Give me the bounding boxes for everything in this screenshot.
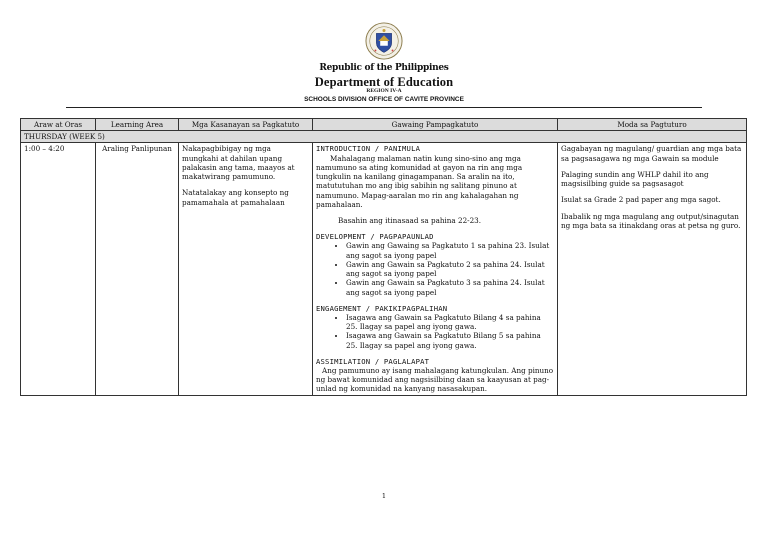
- area-cell: [96, 143, 179, 395]
- competency-cell: [179, 143, 313, 395]
- dev-title: DEVELOPMENT / PAGPAPAUNLAD: [316, 232, 434, 242]
- time-cell: [21, 143, 96, 395]
- department-heading: Department of Education: [314, 75, 454, 89]
- day-row: [21, 131, 747, 143]
- assim-title: ASSIMILATION / PAGLALAPAT: [316, 356, 430, 366]
- list-item: • Gawin ang Gawain sa Pagkatuto 3 sa pahina 24. Isulat ang sagot sa iyong papel: [346, 278, 554, 296]
- weekly-plan-table: [20, 118, 747, 396]
- list-item: • Gawin ang Gawaing sa Pagkatuto 1 sa pahina 23. Isulat ang sagot sa iyong papel: [346, 241, 554, 259]
- list-item: • Isagawa ang Gawain sa Pagkatuto Bilang 4 sa pahina 25. Ilagay sa papel ang iyong gawa.: [346, 313, 554, 331]
- region-heading: REGION IV-A: [366, 88, 402, 94]
- area-value: Araling Panlipunan: [102, 144, 172, 154]
- intro-title: INTRODUCTION / PANIMULA: [316, 144, 421, 154]
- eng-list: [316, 313, 554, 350]
- table-header-row: [21, 119, 747, 131]
- header-araw-at-oras: Araw at Oras: [21, 119, 96, 131]
- assim-text: Ang pamumuno ay isang mahalagang katungkulan. Ang pinuno ng bawat komunidad ang nagsisilbing daan sa kaayusan at pag-unlad ng komunidad na kanyang nasasakupan.: [316, 366, 554, 394]
- moda-cell: [558, 143, 747, 395]
- division-heading: SCHOOLS DIVISION OFFICE OF CAVITE PROVINCE: [304, 96, 464, 103]
- page-number: 1: [381, 492, 387, 500]
- list-item: • Isagawa ang Gawain sa Pagkatuto Bilang 5 sa pahina 25. Ilagay sa papel ang iyong gawa.: [346, 331, 554, 349]
- time-value: 1:00 – 4:20: [24, 144, 65, 154]
- deped-seal-icon: [365, 22, 403, 60]
- list-item: • Gawin ang Gawain sa Pagkatuto 2 sa pahina 24. Isulat ang sagot sa iyong papel: [346, 260, 554, 278]
- competency-1: Nakapagbibigay ng mga mungkahi at dahilan upang palakasin ang tama, maayos at makatwirang pamumuno.: [182, 144, 295, 182]
- moda-1: Gagabayan ng magulang/ guardian ang mga bata sa pagsasagawa ng mga Gawain sa module: [561, 144, 742, 163]
- header-kasanayan: Mga Kasanayan sa Pagkatuto: [179, 119, 313, 131]
- moda-4: Ibabalik ng mga magulang ang output/sinagutan ng mga bata sa itinakdang oras at petsa ng guro.: [561, 211, 741, 230]
- intro-text: Mahalagang malaman natin kung sino-sino ang mga namumuno sa ating komunidad at gayon na rin ang mga tungkulin na kanilang ginagampanan. Sa aralin na ito, matututuhan mo ang ibig sabihin ng salitang pinuno at namumuno. Mapag-aaralan mo rin ang kahalagahan ng pamahalaan.: [316, 153, 523, 209]
- table-row: [21, 143, 747, 395]
- eng-title: ENGAGEMENT / PAKIKIPAGPALIHAN: [316, 303, 448, 313]
- header-divider: [66, 107, 702, 108]
- header-gawain: Gawaing Pampagkatuto: [313, 119, 558, 131]
- dev-list: [316, 241, 554, 296]
- moda-2: Palaging sundin ang WHLP dahil ito ang magsisilbing guide sa pagsasagot: [561, 169, 709, 189]
- header-moda: Moda sa Pagtuturo: [558, 119, 747, 131]
- moda-3: Isulat sa Grade 2 pad paper ang mga sagot.: [561, 195, 721, 205]
- competency-2: Natatalakay ang konsepto ng pamamahala at pamahalaan: [182, 188, 289, 207]
- republic-heading: Republic of the Philippines: [319, 63, 449, 73]
- activities-cell: [313, 143, 558, 395]
- day-label: THURSDAY (WEEK 5): [21, 131, 747, 143]
- intro-read: Basahin ang itinasaad sa pahina 22-23.: [338, 215, 482, 225]
- header-learning-area: Learning Area: [96, 119, 179, 131]
